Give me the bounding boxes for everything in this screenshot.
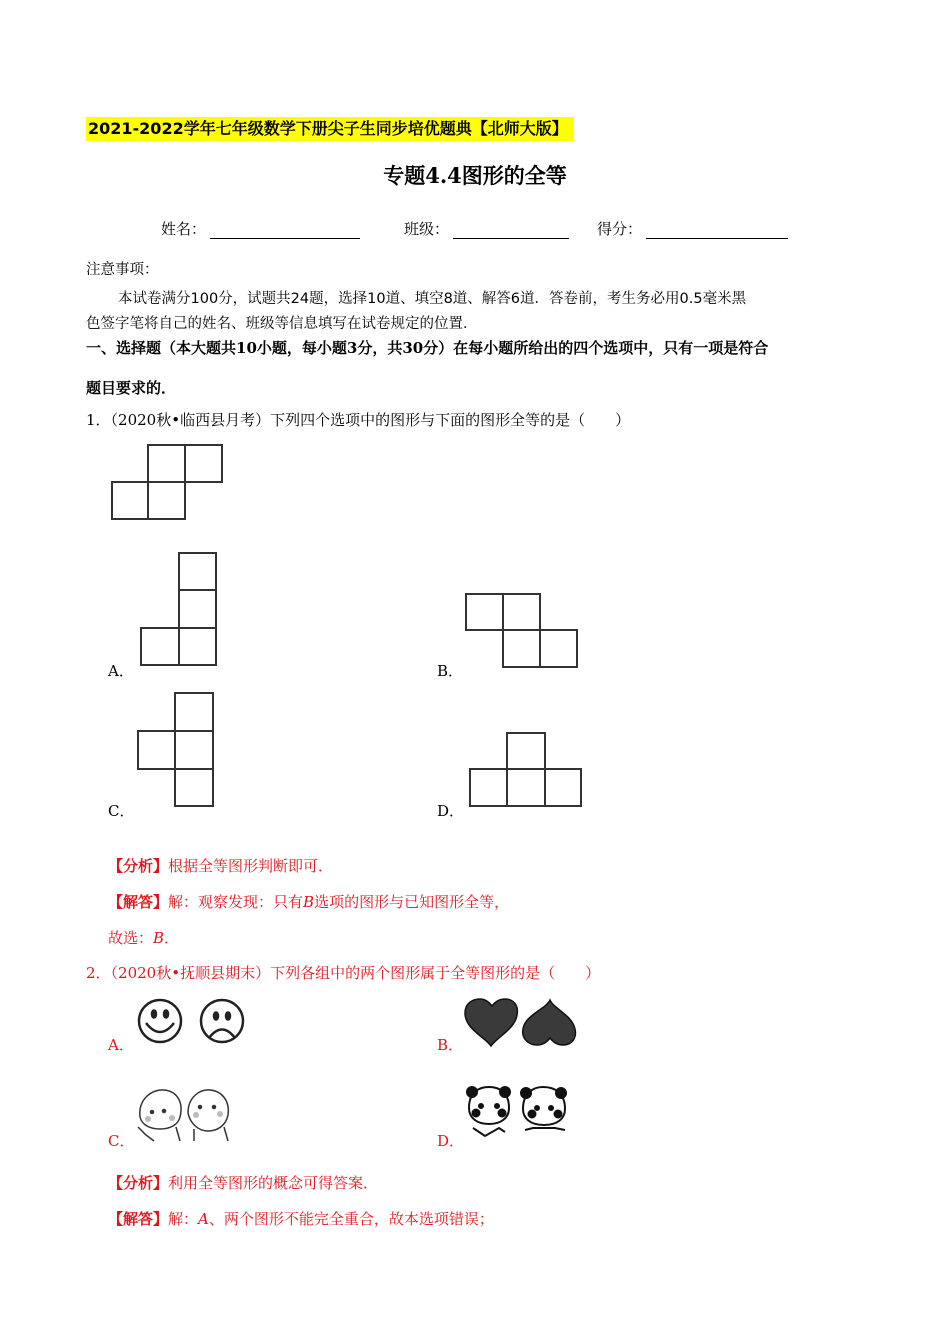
analysis-tag: 【分析】 xyxy=(108,1174,169,1192)
q2-option-b-label[interactable]: B． xyxy=(437,1036,464,1054)
notice-heading: 注意事项： xyxy=(86,262,159,278)
page-title: 专题4.4图形的全等 xyxy=(383,163,567,188)
cartoon-head-icon xyxy=(138,1090,181,1141)
answer-var: A xyxy=(198,1210,209,1228)
analysis-text: 根据全等图形判断即可． xyxy=(168,857,334,875)
q2-option-c-label[interactable]: C． xyxy=(108,1132,135,1150)
conclusion-prefix: 故选： xyxy=(108,929,154,947)
notice-line-1: 本试卷满分100分，试题共24题，选择10道、填空8道、解答6道．答卷前，考生务必用0.5毫米黑 xyxy=(118,291,747,307)
q2-answer xyxy=(108,1208,494,1229)
option-b-label[interactable]: B． xyxy=(437,662,464,680)
sad-face-icon xyxy=(201,1000,243,1042)
panda-icon xyxy=(521,1087,566,1130)
q2-option-d-label[interactable]: D． xyxy=(437,1132,465,1150)
answer-suffix: 、两个图形不能完全重合，故本选项错误； xyxy=(208,1210,494,1228)
q2-option-a-label[interactable]: A． xyxy=(108,1036,134,1054)
q1-analysis xyxy=(108,855,333,876)
score-label: 得分： xyxy=(597,220,643,238)
q2-analysis xyxy=(108,1172,378,1193)
analysis-tag: 【分析】 xyxy=(108,857,169,875)
question-2 xyxy=(86,962,600,983)
name-label: 姓名： xyxy=(161,220,207,238)
q1-conclusion xyxy=(108,927,179,948)
option-d-label[interactable]: D． xyxy=(437,802,465,820)
option-c-label[interactable]: C． xyxy=(108,802,135,820)
option-c-cartoons-image xyxy=(134,1087,234,1143)
heart-icon xyxy=(465,999,517,1046)
option-d-pandas-image xyxy=(465,1084,575,1142)
option-a-label[interactable]: A． xyxy=(108,662,134,680)
class-label: 班级： xyxy=(404,220,450,238)
answer-var: B xyxy=(303,893,315,911)
answer-tag: 【解答】 xyxy=(108,1210,169,1228)
inverted-heart-icon xyxy=(523,1000,576,1045)
q1-answer xyxy=(108,891,509,912)
header-banner: 2021-2022学年七年级数学下册尖子生同步培优题典【北师大版】 xyxy=(86,117,574,141)
answer-prefix: 解：观察发现：只有 xyxy=(168,893,304,911)
option-a-faces-image xyxy=(135,997,250,1047)
option-b-hearts-image xyxy=(463,997,583,1049)
question-stem: （2020秋•抚顺县期末）下列各组中的两个图形属于全等图形的是（ ） xyxy=(110,964,601,982)
section-heading-line-1: 一、选择题（本大题共10小题，每小题3分，共30分）在每小题所给出的四个选项中，只有一项是符合 xyxy=(86,339,769,357)
answer-suffix: 选项的图形与已知图形全等， xyxy=(314,893,510,911)
answer-tag: 【解答】 xyxy=(108,893,169,911)
answer-prefix: 解： xyxy=(168,1210,199,1228)
question-stem: （2020秋•临西县月考）下列四个选项中的图形与下面的图形全等的是（ ） xyxy=(110,411,631,429)
cartoon-head-icon xyxy=(188,1090,228,1141)
conclusion-suffix: ． xyxy=(164,929,180,947)
analysis-text: 利用全等图形的概念可得答案． xyxy=(168,1174,379,1192)
question-number: 1． xyxy=(86,411,111,429)
conclusion-var: B xyxy=(153,929,165,947)
notice-line-2: 色签字笔将自己的姓名、班级等信息填写在试卷规定的位置． xyxy=(86,316,478,332)
section-heading-line-2: 题目要求的． xyxy=(86,379,177,397)
question-number: 2． xyxy=(86,964,111,982)
smiley-face-icon xyxy=(139,1000,181,1042)
panda-icon xyxy=(467,1087,510,1136)
